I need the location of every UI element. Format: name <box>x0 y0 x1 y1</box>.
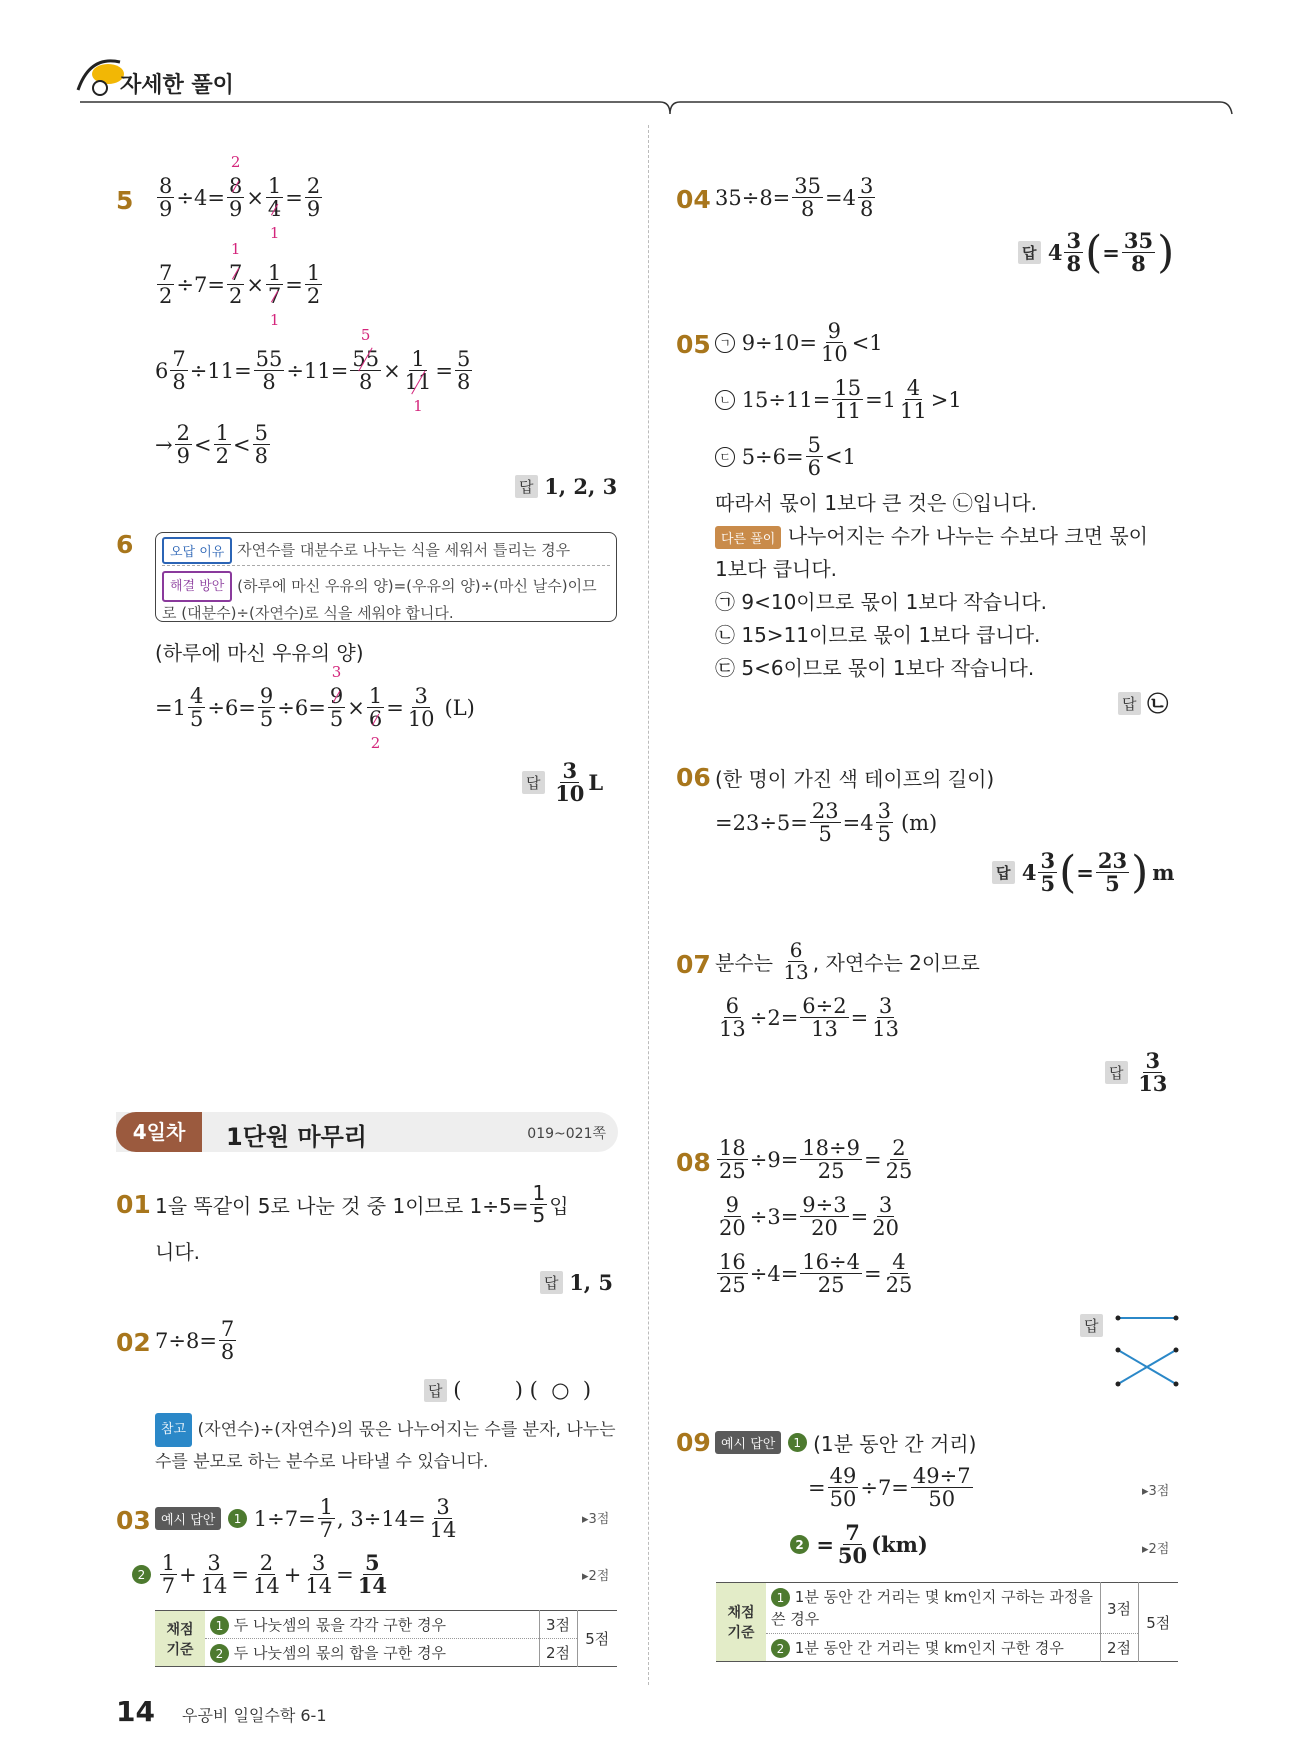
q08-row-3: $\frac{16}{25}$ ÷4= $\frac{16\div 4}{25}$ = $\frac{4}{25}$ <box>719 1250 913 1298</box>
q01-text-1: 1을 똑같이 5로 나눈 것 중 1이므로 1÷5= $\frac{1}{5}$ 입 <box>155 1181 569 1227</box>
q09-points-1: ▸3점 <box>1142 1484 1170 1499</box>
q09-criteria: 채점 기준 1 1분 동안 간 거리는 몇 km인지 구하는 과정을 쓴 경우 3점 5점 2 1분 동안 간 거리는 몇 km인지 구한 경우 2점 <box>716 1582 1178 1662</box>
q08-answer: 답 <box>1080 1312 1103 1337</box>
book-title: 우공비 일일수학 6-1 <box>182 1706 327 1725</box>
q03-step-2: 2 $\frac{1}{7}$ + $\frac{3}{14}$ = $\frac{2}{14}$ + $\frac{3}{14}$ = $\frac{5}{14}$ <box>132 1552 391 1597</box>
q09-points-2: ▸2점 <box>1142 1542 1170 1557</box>
problem-5-line-1: $\frac{8}{9}$ ÷4= 8 2 9 × 1 4 1 = $\frac{2}{9}$ <box>159 153 321 243</box>
q05-line-3: ㄷ 5÷6= $\frac{5}{6}$ <1 <box>715 434 856 479</box>
column-divider <box>648 125 649 1685</box>
problem-6-line-1: (하루에 마신 우유의 양) <box>155 641 364 665</box>
q05-a2: ㉡ 15>11이므로 몫이 1보다 큽니다. <box>715 623 1041 647</box>
problem-6-number: 6 <box>116 530 134 559</box>
problem-6-calc: =1 $\frac{4}{5}$ ÷6= $\frac{9}{5}$ ÷6= 9 3 5 × 1 6 2 = $\frac{3}{10}$ (L) <box>155 663 475 753</box>
reason-text: 자연수를 대분수로 나누는 식을 세워서 틀리는 경우 <box>237 541 571 559</box>
q04-number: 04 <box>676 185 711 214</box>
q06-answer: 답 4 $\frac{3}{5}$ ( = $\frac{23}{5}$ ) m <box>992 850 1174 895</box>
q03-step-1: 예시 답안 1 1÷7= $\frac{1}{7}$ , 3÷14= $\frac{3}{14}$ <box>155 1496 460 1541</box>
q08-number: 08 <box>676 1148 711 1177</box>
q07-calc: $\frac{6}{13}$ ÷2= $\frac{6\div 2}{13}$ = $\frac{3}{13}$ <box>719 994 899 1042</box>
q04-answer: 답 4 $\frac{3}{8}$ ( = $\frac{35}{8}$ ) <box>1018 230 1174 275</box>
section-pages: 019~021쪽 <box>527 1126 606 1142</box>
problem-5-line-3: 6 $\frac{7}{8}$ ÷11= $\frac{55}{8}$ ÷11= 55 5 8 × 1 11 1 = $\frac{5}{8}$ <box>155 326 471 416</box>
q03-number: 03 <box>116 1506 151 1535</box>
q06-line-1: (한 명이 가진 색 테이프의 길이) <box>715 767 995 791</box>
q05-conclusion: 따라서 몫이 1보다 큰 것은 ㉡입니다. <box>715 491 1038 515</box>
q01-number: 01 <box>116 1190 151 1219</box>
q07-number: 07 <box>676 950 711 979</box>
q09-line-1: 예시 답안 1 (1분 동안 간 거리) <box>715 1428 976 1457</box>
q07-answer: 답 $\frac{3}{13}$ <box>1105 1050 1171 1095</box>
reason-tag: 오답 이유 <box>162 537 232 564</box>
error-box <box>155 532 617 622</box>
header-title: 자세한 풀이 <box>120 73 234 98</box>
problem-5-line-2: $\frac{7}{2}$ ÷7= 7 1 2 × 1 7 1 = $\frac{1}{2}$ <box>159 240 321 330</box>
q05-line-2: ㄴ 15÷11= $\frac{15}{11}$ =1 $\frac{4}{11}$ >1 <box>715 377 962 422</box>
q02-answer: 답 ( ) ( ○ ) <box>424 1378 591 1402</box>
problem-6-answer: 답 $\frac{3}{10}$ L <box>522 760 603 805</box>
q02-expr: 7÷8= $\frac{7}{8}$ <box>155 1317 235 1365</box>
q08-matching-lines <box>1112 1310 1182 1390</box>
q05-number: 05 <box>676 330 711 359</box>
q06-calc: =23÷5= $\frac{23}{5}$ =4 $\frac{3}{5}$ (m) <box>715 799 938 847</box>
q09-calc-2: 2 = $\frac{7}{50}$ (km) <box>790 1522 928 1567</box>
q03-points-1: ▸3점 <box>582 1512 610 1527</box>
plan-tag: 해결 방안 <box>162 571 232 602</box>
q05-line-1: ㄱ 9÷10= $\frac{9}{10}$ <1 <box>715 320 883 365</box>
q08-row-2: $\frac{9}{20}$ ÷3= $\frac{9\div 3}{20}$ = $\frac{3}{20}$ <box>719 1193 899 1241</box>
header-rule <box>70 90 1250 120</box>
q05-alt-1: 다른 풀이 나누어지는 수가 나누는 수보다 크면 몫이 <box>715 520 1148 549</box>
q01-text-2: 니다. <box>155 1240 200 1264</box>
header <box>70 50 1250 120</box>
section-day: 4일차 <box>116 1112 202 1152</box>
q07-line-1: 분수는 $\frac{6}{13}$ , 자연수는 2이므로 <box>715 938 980 984</box>
section-title: 1단원 마무리 <box>226 1123 367 1151</box>
problem-5-line-4: → $\frac{2}{9}$ < $\frac{1}{2}$ < $\frac{5}{8}$ <box>155 421 268 469</box>
q03-points-2: ▸2점 <box>582 1569 610 1584</box>
page-number: 14 <box>116 1695 155 1728</box>
q03-criteria: 채점 기준 1 두 나눗셈의 몫을 각각 구한 경우 3점 5점 2 두 나눗셈의 몫의 합을 구한 경우 2점 <box>155 1610 617 1667</box>
q04-expr: 35÷8= $\frac{35}{8}$ =4 $\frac{3}{8}$ <box>715 174 874 222</box>
q02-note: 참고 (자연수)÷(자연수)의 몫은 나누어지는 수를 분자, 나누는 수를 분모로 하는 분수로 나타낼 수 있습니다. <box>155 1413 617 1477</box>
q08-row-1: $\frac{18}{25}$ ÷9= $\frac{18\div 9}{25}$ = $\frac{2}{25}$ <box>719 1136 913 1184</box>
q06-number: 06 <box>676 763 711 792</box>
q02-number: 02 <box>116 1328 151 1357</box>
problem-5-answer: 답 1, 2, 3 <box>515 474 617 499</box>
q09-number: 09 <box>676 1428 711 1457</box>
q05-alt-2: 1보다 큽니다. <box>715 557 838 581</box>
q05-a1: ㉠ 9<10이므로 몫이 1보다 작습니다. <box>715 590 1047 614</box>
section-header <box>116 1112 618 1152</box>
problem-5-number: 5 <box>116 186 134 215</box>
q05-a3: ㉢ 5<6이므로 몫이 1보다 작습니다. <box>715 656 1035 680</box>
q01-answer: 답 1, 5 <box>540 1270 613 1295</box>
q05-answer: 답 ㉡ <box>1118 688 1168 718</box>
q09-calc-1: = $\frac{49}{50}$ ÷7= $\frac{49\div 7}{50}$ <box>808 1464 971 1512</box>
plan-text: (하루에 마신 우유의 양)=(우유의 양)÷(마신 날수)이므로 (대분수)÷(자연수)로 식을 세워야 합니다. <box>162 577 597 622</box>
